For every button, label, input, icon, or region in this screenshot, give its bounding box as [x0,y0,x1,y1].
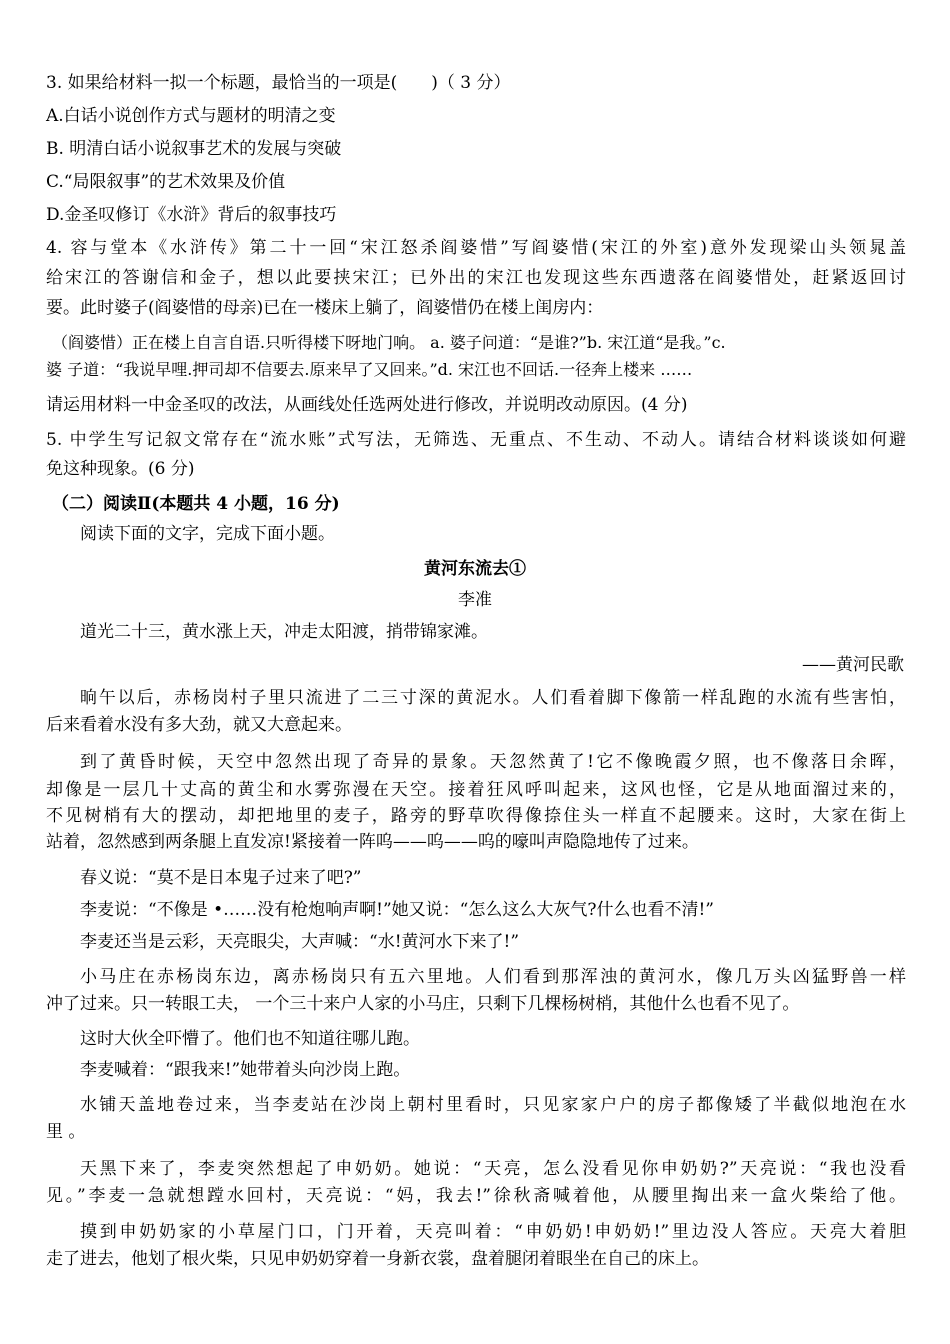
paragraph-2-line-1: 到了黄昏时候，天空中忽然出现了奇异的景象。天忽然黄了!它不像晚霞夕照，也不像落日余晖， [80,752,906,772]
paragraph-7-line-2: 见。”李麦一急就想蹚水回村，天亮说：“妈，我去!”徐秋斋喊着他，从腰里掏出来一盒火柴给了他。 [46,1186,906,1206]
paragraph-1-line-2: 后来看着水没有多大劲，就又大意起来。 [46,715,352,735]
question-3-stem: 3. 如果给材料一拟一个标题，最恰当的一项是( )（ 3 分） [46,73,511,93]
question-5-line-2: 免这种现象。(6 分) [46,459,195,479]
option-c: C.“局限叙事”的艺术效果及价值 [46,172,286,192]
paragraph-2-line-4: 站着，忽然感到两条腿上直发凉!紧接着一阵呜——呜——呜的嚎叫声隐隐地传了过来。 [46,832,699,852]
paragraph-6-line-2: 里 。 [46,1122,86,1142]
option-a: A.白话小说创作方式与题材的明清之变 [46,106,336,126]
excerpt-line-2: 婆 子道：“我说早哩.押司却不信要去.原来早了又回来。”d. 宋江也不回话.一径奔上楼来 …… [46,360,693,379]
question-4-line-3: 要。此时婆子(阎婆惜的母亲)已在一楼床上躺了，阎婆惜仍在楼上闺房内： [46,298,604,318]
story-title: 黄河东流去① [424,559,526,579]
epigraph-source: ——黄河民歌 [802,655,904,675]
paragraph-4: 这时大伙全吓懵了。他们也不知道往哪儿跑。 [80,1029,420,1049]
paragraph-3-line-2: 冲了过来。只一转眼工夫， 一个三十来户人家的小马庄，只剩下几棵杨树梢，其他什么也看不见了。 [46,994,800,1014]
paragraph-6-line-1: 水铺天盖地卷过来，当李麦站在沙岗上朝村里看时，只见家家户户的房子都像矮了半截似地泡在水 [80,1095,906,1115]
option-d: D.金圣叹修订《水浒》背后的叙事技巧 [46,205,337,225]
paragraph-3-line-1: 小马庄在赤杨岗东边，离赤杨岗只有五六里地。人们看到那浑浊的黄河水，像几万头凶猛野兽一样 [80,967,906,987]
paragraph-7-line-1: 天黑下来了，李麦突然想起了申奶奶。她说：“天亮，怎么没看见你申奶奶?”天亮说：“我也没看 [80,1159,906,1179]
question-4-line-2: 给宋江的答谢信和金子，想以此要挟宋江；已外出的宋江也发现这些东西遗落在阎婆惜处，赶紧返回讨 [46,268,906,288]
option-b: B. 明清白话小说叙事艺术的发展与突破 [46,139,342,159]
question-4-line-1: 4. 容与堂本《水浒传》第二十一回“宋江怒杀阎婆惜”写阎婆惜(宋江的外室)意外发现梁山头领晁盖 [46,238,906,258]
epigraph: 道光二十三，黄水涨上天，冲走太阳渡，捎带锦家滩。 [80,622,488,642]
paragraph-1-line-1: 晌午以后，赤杨岗村子里只流进了二三寸深的黄泥水。人们看着脚下像箭一样乱跑的水流有些害怕， [80,688,906,708]
reading-instruction: 阅读下面的文字，完成下面小题。 [80,524,335,544]
excerpt-line-1: （阎婆惜）正在楼上自言自语.只听得楼下呀地门响。 a. 婆子问道：“是谁?”b. 宋江道“是我。”c. [52,333,726,352]
paragraph-8-line-2: 走了进去，他划了根火柴，只见申奶奶穿着一身新衣裳，盘着腿闭着眼坐在自己的床上。 [46,1249,709,1269]
dialogue-chunyi: 春义说：“莫不是日本鬼子过来了吧?” [80,868,362,888]
story-author: 李准 [458,590,492,610]
dialogue-limai-2: 李麦还当是云彩，天亮眼尖，大声喊：“水!黄河水下来了!” [80,932,520,952]
paragraph-2-line-3: 不见树梢有大的摆动，却把地里的麦子，路旁的野草吹得像捺住头一样直不起腰来。这时，大家在街上 [46,806,906,826]
question-4-instruction: 请运用材料一中金圣叹的改法，从画线处任选两处进行修改，并说明改动原因。(4 分) [46,395,688,415]
question-5-line-1: 5. 中学生写记叙文常存在“流水账”式写法，无筛选、无重点、不生动、不动人。请结合材料谈谈如何避 [46,430,906,450]
dialogue-limai-1: 李麦说：“不像是 •……没有枪炮响声啊!”她又说：“怎么这么大灰气?什么也看不清!” [80,900,714,920]
paragraph-8-line-1: 摸到申奶奶家的小草屋门口，门开着，天亮叫着：“申奶奶!申奶奶!”里边没人答应。天亮大着胆 [80,1222,906,1242]
paragraph-2-line-2: 却像是一层几十丈高的黄尘和水雾弥漫在天空。接着狂风呼叫起来，这风也怪，它是从地面溜过来的， [46,780,906,800]
section-heading: （二）阅读Ⅱ(本题共 4 小题，16 分) [52,494,340,514]
paragraph-5: 李麦喊着：“跟我来!”她带着头向沙岗上跑。 [80,1060,411,1080]
